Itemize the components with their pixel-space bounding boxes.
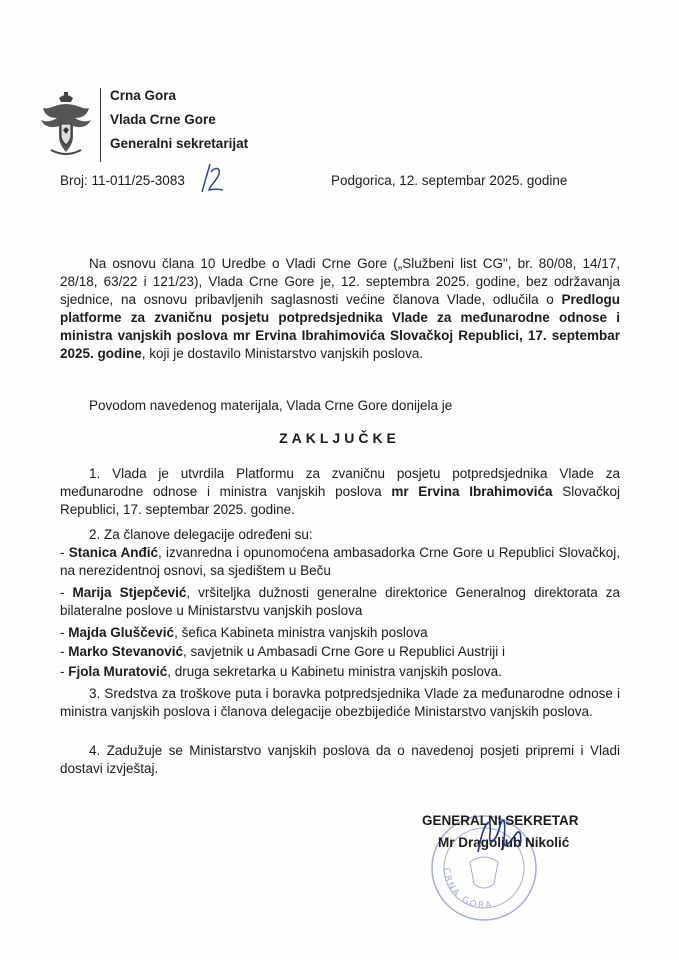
signatory-title: GENERALNI SEKRETAR (422, 813, 579, 828)
header-secretariat: Generalni sekretarijat (110, 136, 249, 151)
conclusion-1: 1. Vlada je utvrdila Platformu za zvaničnu posjetu potpredsjednika Vlade za međunarodne odnose i ministra vanjskih poslova mr Ervina Ibrahimovića Slovačkoj Republici, 17. septembar 2025. godine. (60, 466, 621, 517)
header-country: Crna Gora (110, 88, 177, 103)
delegation-member: - Fjola Muratović, druga sekretarka u Kabinetu ministra vanjskih poslova. (60, 664, 502, 679)
handwritten-reference-suffix (198, 163, 226, 193)
delegation-member: - Majda Gluščević, šefica Kabineta ministra vanjskih poslova (60, 625, 428, 640)
delegation-member: - Marko Stevanović, savjetnik u Ambasadi Crne Gore u Republici Austriji i (60, 644, 505, 659)
intro-paragraph: Na osnovu člana 10 Uredbe o Vladi Crne Gore („Službeni list CG", br. 80/08, 14/17, 28/18, 63/22 i 121/23), Vlada Crne Gore je, 12. septembra 2025. godine, bez održavanja sjednice, na osnovu pribavljenih saglasnosti većine članova Vlade, odlučila o Predlogu platforme za zvaničnu posjetu potpredsjednika Vlade za međunarodne odnose i ministra vanjskih poslova mr Ervina Ibrahimovića Slovačkoj Republici, 17. septembar 2025. godine, koji je dostavilo Ministarstvo vanjskih poslova. (60, 256, 620, 361)
handwritten-signature (470, 812, 530, 862)
place-date: Podgorica, 12. septembar 2025. godine (331, 173, 568, 188)
header-government: Vlada Crne Gore (110, 112, 216, 127)
header-divider (100, 88, 101, 162)
conclusions-heading: ZAKLJUČKE (279, 430, 400, 446)
coat-of-arms-icon (37, 92, 95, 158)
delegation-member: - Marija Stjepčević, vršiteljka dužnosti generalne direktorice Generalnog direktorata za bilateralne poslove u Ministarstvu vanjskih poslova (60, 585, 621, 618)
conclusion-4: 4. Zadužuje se Ministarstvo vanjskih poslova da o navedenoj posjeti pripremi i Vladi dostavi izvještaj. (60, 743, 620, 776)
reference-number: Broj: 11-011/25-3083 (60, 173, 185, 188)
conclusion-2: 2. Za članove delegacije određeni su: (89, 527, 313, 542)
svg-text:CRNA GORA (441, 867, 494, 911)
proposal-title: Predlogu platforme za zvaničnu posjetu potpredsjednika Vlade za međunarodne odnose i ministra vanjskih poslova mr Ervina Ibrahimovića Slovačkoj Republici, 17. septembar 2025. godine (60, 292, 620, 361)
delegation-member: - Stanica Anđić, izvanredna i opunomoćena ambasadorka Crne Gore u Republici Slovačkoj, na nerezidentnoj osnovi, sa sjedištem u Beču (60, 545, 620, 578)
conclusion-3: 3. Sredstva za troškove puta i boravka potpredsjednika Vlade za međunarodne odnose i ministra vanjskih poslova i članova delegacije obezbijediće Ministarstvo vanjskih poslova. (60, 686, 620, 719)
stamp-text: CRNA GORA (440, 867, 495, 912)
povodom-paragraph: Povodom navedenog materijala, Vlada Crne Gore donijela je (89, 398, 453, 413)
signatory-name: Mr Dragoljub Nikolić (438, 835, 570, 850)
